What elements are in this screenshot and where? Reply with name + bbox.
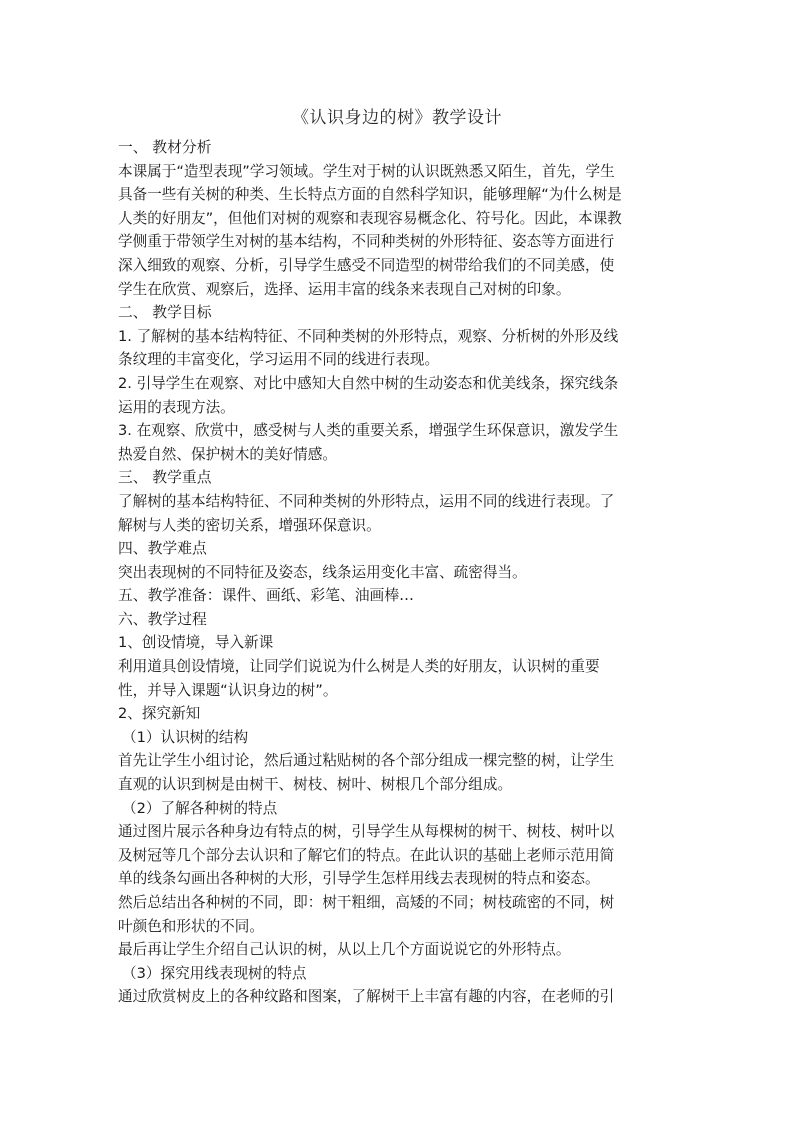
subsection-item-heading: （2）了解各种树的特点 xyxy=(122,799,278,817)
document-title: 《认识身边的树》教学设计 xyxy=(292,108,502,128)
section-heading-key-points: 三、 教学重点 xyxy=(118,469,212,487)
section-heading-preparation: 五、教学准备：课件、画纸、彩笔、油画棒… xyxy=(118,587,414,605)
section-heading-goals: 二、 教学目标 xyxy=(118,304,212,322)
section-heading-materials: 一、 教材分析 xyxy=(118,139,212,156)
paragraph-line: 解树与人类的密切关系，增强环保意识。 xyxy=(118,516,381,534)
subsection-heading: 1、创设情境，导入新课 xyxy=(118,634,274,652)
paragraph-line: 热爱自然、保护树木的美好情感。 xyxy=(118,445,337,463)
paragraph-line: 运用的表现方法。 xyxy=(118,398,235,416)
paragraph-line: 具备一些有关树的种类、生长特点方面的自然科学知识，能够理解“为什么树是 xyxy=(118,186,622,204)
paragraph-line: 及树冠等几个部分去认识和了解它们的特点。在此认识的基础上老师示范用简 xyxy=(118,846,615,864)
paragraph-line: 直观的认识到树是由树干、树枝、树叶、树根几个部分组成。 xyxy=(118,776,513,794)
paragraph-line: 了解树的基本结构特征、不同种类树的外形特点，运用不同的线进行表现。了 xyxy=(118,492,615,510)
paragraph-line: 叶颜色和形状的不同。 xyxy=(118,917,264,935)
paragraph-line: 单的线条勾画出各种树的大形，引导学生怎样用线去表现树的特点和姿态。 xyxy=(118,870,600,888)
paragraph-line: 通过欣赏树皮上的各种纹路和图案，了解树干上丰富有趣的内容，在老师的引 xyxy=(118,988,615,1006)
paragraph-line: 性，并导入课题“认识身边的树”。 xyxy=(118,681,338,699)
subsection-item-heading: （3）探究用线表现树的特点 xyxy=(122,964,307,982)
paragraph-line: 然后总结出各种树的不同，即：树干粗细，高矮的不同；树枝疏密的不同，树 xyxy=(118,894,615,911)
document-body xyxy=(118,136,680,1009)
paragraph-line: 突出表现树的不同特征及姿态，线条运用变化丰富、疏密得当。 xyxy=(118,563,527,581)
paragraph-line: 深入细致的观察、分析，引导学生感受不同造型的树带给我们的不同美感，使 xyxy=(118,256,615,274)
paragraph-line: 利用道具创设情境，让同学们说说为什么树是人类的好朋友，认识树的重要 xyxy=(118,658,600,676)
paragraph-line: 条纹理的丰富变化，学习运用不同的线进行表现。 xyxy=(118,351,440,369)
paragraph-line: 最后再让学生介绍自己认识的树，从以上几个方面说说它的外形特点。 xyxy=(118,941,571,959)
paragraph-line: 人类的好朋友”，但他们对树的观察和表现容易概念化、符号化。因此，本课教 xyxy=(118,209,622,227)
paragraph-line: 1. 了解树的基本结构特征、不同种类树的外形特点，观察、分析树的外形及线 xyxy=(118,327,619,345)
subsection-heading: 2、探究新知 xyxy=(118,705,201,723)
paragraph-line: 通过图片展示各种身边有特点的树，引导学生从每棵树的树干、树枝、树叶以 xyxy=(118,823,615,841)
subsection-item-heading: （1）认识树的结构 xyxy=(122,728,249,746)
paragraph-line: 本课属于“造型表现”学习领域。学生对于树的认识既熟悉又陌生，首先，学生 xyxy=(118,162,615,180)
paragraph-line: 学生在欣赏、观察后，选择、运用丰富的线条来表现自己对树的印象。 xyxy=(118,280,571,298)
section-heading-difficulties: 四、教学难点 xyxy=(118,540,207,558)
paragraph-line: 首先让学生小组讨论，然后通过粘贴树的各个部分组成一棵完整的树，让学生 xyxy=(118,752,615,770)
paragraph-line: 2. 引导学生在观察、对比中感知大自然中树的生动姿态和优美线条，探究线条 xyxy=(118,374,619,392)
section-heading-process: 六、教学过程 xyxy=(118,610,207,628)
paragraph-line: 学侧重于带领学生对树的基本结构，不同种类树的外形特征、姿态等方面进行 xyxy=(118,233,615,251)
paragraph-line: 3. 在观察、欣赏中，感受树与人类的重要关系，增强学生环保意识，激发学生 xyxy=(118,422,619,440)
